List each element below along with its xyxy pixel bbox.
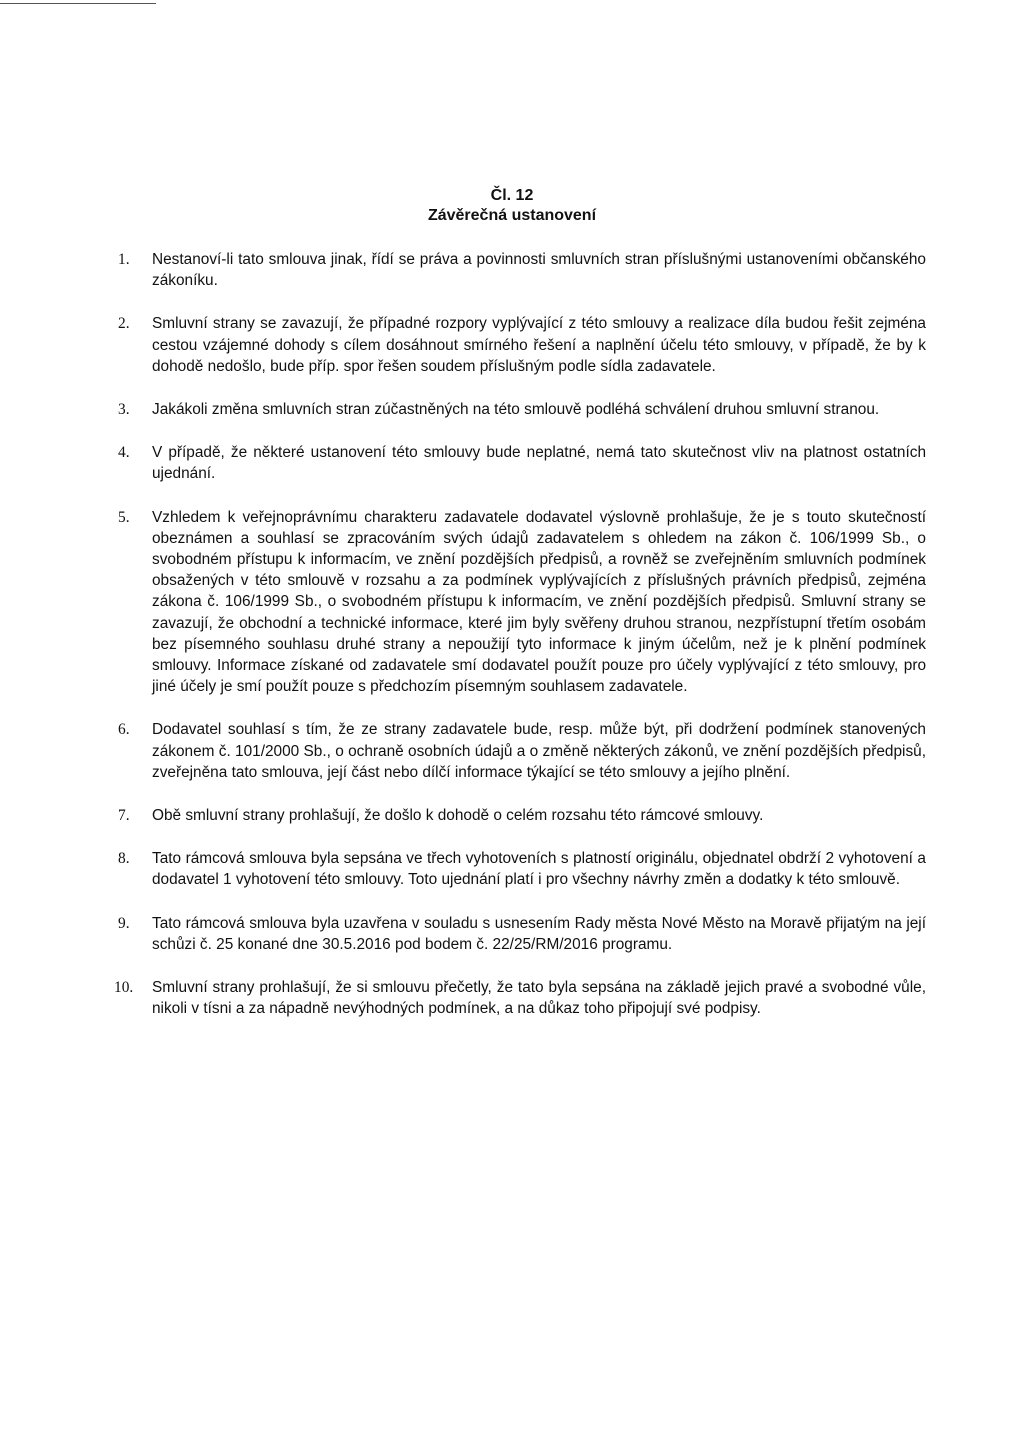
clause-9: [118, 913, 926, 955]
clause-text: Smluvní strany se zavazují, že případné rozpory vyplývající z této smlouvy a realizace díla budou řešit zejména cestou vzájemné dohody s cílem dosáhnout smírného řešení a naplnění účelu této smlouvy, v případě, že by k dohodě nedošlo, bude příp. spor řešen soudem příslušným podle sídla zadavatele.: [152, 315, 926, 375]
clause-number: 9.: [118, 914, 130, 932]
clause-list: [114, 249, 926, 1019]
clause-text: Smluvní strany prohlašují, že si smlouvu přečetly, že tato byla sepsána na základě jejich pravé a svobodné vůle, nikoli v tísni a za nápadně nevýhodných podmínek, a na důkaz toho připojují své podpisy.: [152, 979, 926, 1018]
clause-2: [118, 313, 926, 377]
clause-7: [118, 805, 926, 826]
clause-text: Vzhledem k veřejnoprávnímu charakteru zadavatele dodavatel výslovně prohlašuje, že je s touto skutečností obeznámen a souhlasí se zpracováním svých údajů zadavatelem s ohledem na zákon č. 106/1999 Sb., o svobodném přístupu k informacím, ve znění pozdějších předpisů, a rovněž se zveřejněním smluvních podmínek obsažených v této smlouvě v rozsahu a za podmínek vyplývajících z příslušných právních předpisů, zejména zákona č. 106/1999 Sb., o svobodném přístupu k informacím, ve znění pozdějších předpisů. Smluvní strany se zavazují, že obchodní a technické informace, které jim byly svěřeny druhou stranou, nezpřístupní třetím osobám bez písemného souhlasu druhé strany a nepoužijí tyto informace k jiným účelům, než je k plnění podmínek smlouvy. Informace získané od zadavatele smí dodavatel použít pouze pro účely vyplývající z této smlouvy, pro jiné účely je smí použít pouze s předchozím písemným souhlasem zadavatele.: [152, 508, 926, 696]
clause-number: 10.: [114, 979, 134, 997]
clause-text: Dodavatel souhlasí s tím, že ze strany zadavatele bude, resp. může být, při dodržení podmínek stanovených zákonem č. 101/2000 Sb., o ochraně osobních údajů a o změně některých zákonů, ve znění pozdějších předpisů, zveřejněna tato smlouva, její část nebo dílčí informace týkající se této smlouvy a jejího plnění.: [152, 721, 926, 781]
clause-text: Tato rámcová smlouva byla uzavřena v souladu s usnesením Rady města Nové Město na Moravě přijatým na její schůzi č. 25 konané dne 30.5.2016 pod bodem č. 22/25/RM/2016 programu.: [152, 914, 926, 953]
clause-number: 7.: [118, 807, 130, 825]
clause-number: 6.: [118, 721, 130, 739]
article-title: [0, 206, 1024, 226]
clause-text: Jakákoli změna smluvních stran zúčastněných na této smlouvě podléhá schválení druhou smluvní stranou.: [152, 401, 880, 419]
clause-number: 5.: [118, 508, 130, 526]
clause-5: [118, 507, 926, 698]
clause-number: 2.: [118, 315, 130, 333]
top-rule: [0, 3, 156, 4]
article-number: [0, 186, 1024, 206]
clause-number: 1.: [118, 251, 130, 268]
clause-number: 3.: [118, 401, 130, 419]
clause-text: Nestanoví-li tato smlouva jinak, řídí se práva a povinnosti smluvních stran příslušnými ustanoveními občanského zákoníku.: [152, 251, 926, 290]
clause-10: [114, 977, 926, 1019]
clause-4: [118, 442, 926, 484]
article-title-text: Závěrečná ustanovení: [427, 207, 597, 224]
clause-text: Tato rámcová smlouva byla sepsána ve třech vyhotoveních s platností originálu, objednatel obdrží 2 vyhotovení a dodavatel 1 vyhotovení této smlouvy. Toto ujednání platí i pro všechny návrhy změn a dodatky k této smlouvě.: [152, 850, 926, 889]
clause-6: [118, 719, 926, 783]
clause-8: [118, 848, 926, 890]
clause-number: 8.: [118, 850, 130, 868]
clause-3: [118, 399, 926, 420]
clause-1: [118, 249, 926, 291]
clause-text: V případě, že některé ustanovení této smlouvy bude neplatné, nemá tato skutečnost vliv na platnost ostatních ujednání.: [152, 444, 926, 483]
clause-number: 4.: [118, 444, 130, 462]
clause-text: Obě smluvní strany prohlašují, že došlo k dohodě o celém rozsahu této rámcové smlouvy.: [152, 807, 764, 825]
article-number-text: Čl. 12: [490, 187, 534, 204]
